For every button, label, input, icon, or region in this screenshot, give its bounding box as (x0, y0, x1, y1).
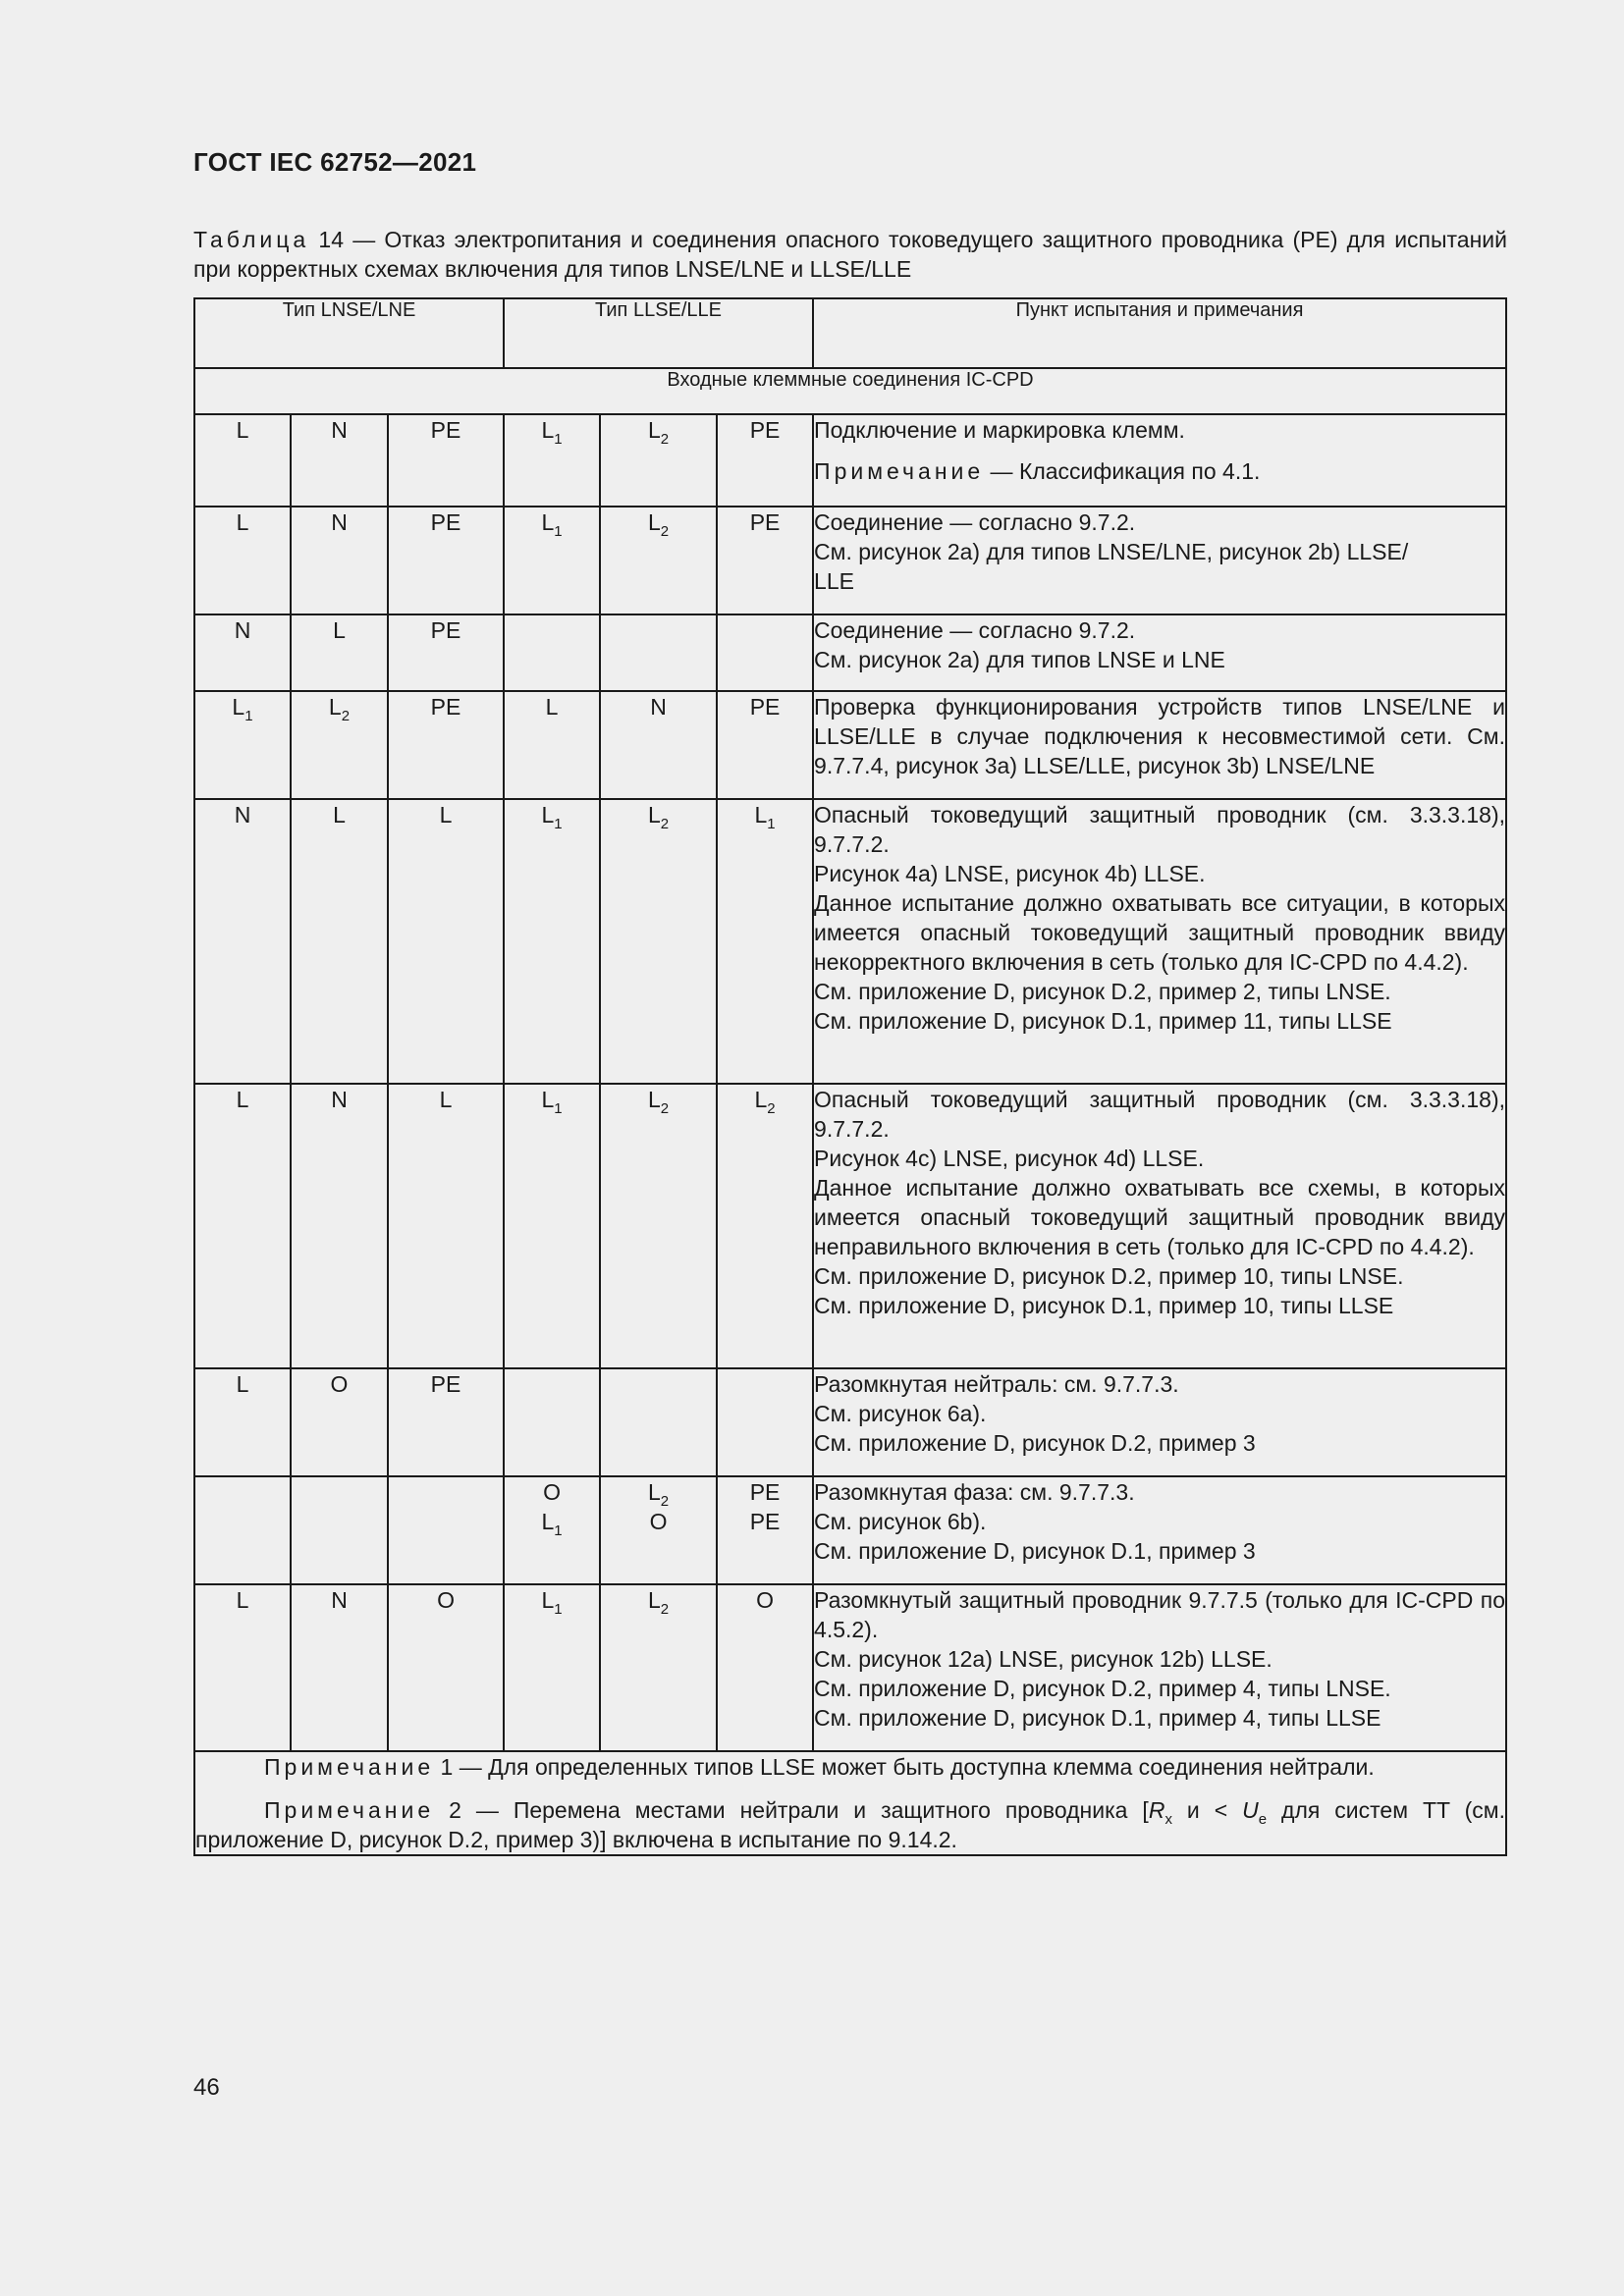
terminal-label: L (541, 1087, 555, 1112)
terminal-label: O (756, 1587, 774, 1613)
description-line: Соединение — согласно 9.7.2. (814, 509, 1136, 535)
terminal-cell (194, 799, 291, 1084)
note-2-mid: и < (1171, 1797, 1243, 1823)
terminal-label: PE (749, 509, 781, 535)
note-2-text-a: 2 — Перемена местами нейтрали и защитного проводника [ (434, 1797, 1149, 1823)
description-line: Опасный токоведущий защитный проводник (см. 3.3.3.18), 9.7.7.2. (814, 1087, 1505, 1142)
terminal-cell (388, 1476, 504, 1584)
terminal-subscript: 1 (554, 1601, 563, 1618)
caption-text: 14 — Отказ электропитания и соединения опасного токоведущего защитного проводника (PE) для испытаний при корректных схемах включения для типов LNSE/LNE и LLSE/LLE (193, 227, 1507, 282)
description-line: См. приложение D, рисунок D.1, пример 3 (814, 1538, 1256, 1564)
description-line: См. приложение D, рисунок D.1, пример 11, типы LLSE (814, 1008, 1392, 1034)
terminal-cell (600, 614, 717, 691)
terminal-cell (388, 1368, 504, 1476)
terminal-cell (600, 507, 717, 614)
terminal-cell (194, 691, 291, 799)
terminal-subscript: 2 (660, 523, 670, 540)
description-line: Рисунок 4c) LNSE, рисунок 4d) LLSE. (814, 1146, 1205, 1171)
terminal-label: PE (430, 694, 461, 720)
terminal-label: PE (430, 509, 461, 535)
terminal-cell (717, 1476, 813, 1584)
note-2-text-b: для систем TT (см. приложение D, рисунок D.2, пример 3)] включена в испытание по 9.14.2. (195, 1797, 1505, 1852)
terminal-cell (388, 1584, 504, 1751)
description-line: См. рисунок 2a) для типов LNSE и LNE (814, 647, 1225, 672)
terminal-cell (600, 799, 717, 1084)
test-description (813, 1368, 1506, 1476)
terminal-cell (504, 507, 600, 614)
description-line: См. рисунок 12a) LNSE, рисунок 12b) LLSE. (814, 1646, 1272, 1672)
terminal-cell (717, 614, 813, 691)
terminal-label: L (541, 417, 555, 443)
document-header: ГОСТ IEC 62752—2021 (193, 147, 477, 177)
terminal-label: O (330, 1371, 349, 1397)
terminal-subscript: 2 (660, 1493, 670, 1510)
terminal-cell (717, 1584, 813, 1751)
description-line: См. приложение D, рисунок D.2, пример 3 (814, 1430, 1256, 1456)
terminal-line (505, 1507, 599, 1539)
terminal-label: L (236, 509, 249, 535)
terminal-label: L (541, 802, 555, 828)
terminal-label: L (541, 509, 555, 535)
description-line: LLE (814, 568, 854, 594)
note-1-text: 1 — Для определенных типов LLSE может быть доступна клемма соединения нейтрали. (434, 1754, 1375, 1780)
terminal-label: L (541, 1509, 555, 1534)
terminal-cell (717, 1084, 813, 1368)
test-description (813, 1476, 1506, 1584)
terminal-line (718, 1477, 812, 1507)
terminal-label: L (647, 802, 661, 828)
terminal-cell (194, 614, 291, 691)
terminal-subscript: 2 (767, 1100, 776, 1117)
table-row (194, 1084, 1506, 1368)
terminal-label: L (754, 802, 768, 828)
terminal-label: L (647, 1087, 661, 1112)
terminal-label: O (543, 1479, 561, 1505)
terminal-subscript: 2 (660, 431, 670, 448)
description-line: Рисунок 4a) LNSE, рисунок 4b) LLSE. (814, 861, 1206, 886)
terminal-label: L (236, 1371, 249, 1397)
page-number: 46 (193, 2074, 220, 2101)
test-description (813, 414, 1506, 507)
terminal-cell (504, 614, 600, 691)
note-2-u-sub: e (1258, 1811, 1268, 1828)
description-line: См. приложение D, рисунок D.2, пример 2, типы LNSE. (814, 979, 1391, 1004)
header-lnse: Тип LNSE/LNE (194, 298, 504, 368)
terminal-cell (504, 1476, 600, 1584)
terminal-cell (291, 1584, 388, 1751)
terminal-subscript: 2 (341, 708, 351, 724)
terminal-label: L (647, 509, 661, 535)
terminal-subscript: 1 (767, 816, 776, 832)
terminal-cell (600, 691, 717, 799)
terminal-label: L (236, 417, 249, 443)
table-body (194, 414, 1506, 1751)
description-line: См. рисунок 6a). (814, 1401, 987, 1426)
terminal-label: N (331, 417, 348, 443)
row-note-text: — Классификация по 4.1. (984, 458, 1261, 484)
terminal-label: L (647, 1587, 661, 1613)
terminal-cell (717, 507, 813, 614)
terminal-cell (388, 614, 504, 691)
row-note (814, 456, 1505, 486)
note-1 (195, 1752, 1505, 1782)
terminal-subscript: 2 (660, 1601, 670, 1618)
terminal-label: PE (430, 1371, 461, 1397)
header-notes: Пункт испытания и примечания (813, 298, 1506, 368)
table-row (194, 507, 1506, 614)
test-description (813, 1584, 1506, 1751)
terminal-line (601, 1477, 716, 1510)
table-header-row (194, 298, 1506, 368)
terminal-subscript: 1 (244, 708, 253, 724)
description-line: Разомкнутая нейтраль: см. 9.7.7.3. (814, 1371, 1179, 1397)
terminal-subscript: 1 (554, 523, 563, 540)
terminal-cell (600, 1084, 717, 1368)
terminal-label: N (234, 802, 251, 828)
terminal-cell (194, 507, 291, 614)
description-line: См. рисунок 2a) для типов LNSE/LNE, рисунок 2b) LLSE/ (814, 539, 1409, 564)
terminal-label: N (331, 1587, 348, 1613)
terminal-cell (717, 1368, 813, 1476)
terminal-label: N (234, 617, 251, 643)
terminal-label: L (545, 694, 559, 720)
terminal-line (718, 1507, 812, 1536)
terminal-label: L (754, 1087, 768, 1112)
terminal-cell (388, 507, 504, 614)
terminal-cell (194, 414, 291, 507)
terminal-cell (194, 1084, 291, 1368)
terminal-cell (388, 799, 504, 1084)
terminal-cell (388, 691, 504, 799)
terminal-subscript: 2 (660, 1100, 670, 1117)
description-line: См. приложение D, рисунок D.1, пример 10, типы LLSE (814, 1293, 1394, 1318)
test-description (813, 799, 1506, 1084)
terminal-cell (194, 1584, 291, 1751)
table-notes-row (194, 1751, 1506, 1855)
terminal-cell (600, 414, 717, 507)
subheader: Входные клеммные соединения IC-CPD (194, 368, 1506, 414)
terminal-label: PE (749, 417, 781, 443)
note-2-r: R (1148, 1797, 1165, 1823)
terminal-cell (504, 1084, 600, 1368)
description-line: Опасный токоведущий защитный проводник (см. 3.3.3.18), 9.7.7.2. (814, 802, 1505, 857)
terminal-cell (504, 799, 600, 1084)
description-line: Проверка функционирования устройств типов LNSE/LNE и LLSE/LLE в случае подключения к несовместимой сети. См. 9.7.7.4, рисунок 3a) LLSE/LLE, рисунок 3b) LNSE/LNE (814, 694, 1505, 778)
terminal-label: L (439, 802, 453, 828)
terminal-label: L (333, 802, 346, 828)
note-2 (195, 1795, 1505, 1854)
terminal-label: PE (749, 1479, 781, 1505)
terminal-cell (388, 414, 504, 507)
table-row (194, 414, 1506, 507)
terminal-label: N (331, 1087, 348, 1112)
header-llse: Тип LLSE/LLE (504, 298, 813, 368)
table-caption (193, 225, 1507, 284)
terminal-cell (717, 414, 813, 507)
terminal-cell (388, 1084, 504, 1368)
test-description (813, 691, 1506, 799)
terminal-label: L (236, 1587, 249, 1613)
terminal-label: N (650, 694, 667, 720)
terminal-cell (504, 414, 600, 507)
table-row (194, 1368, 1506, 1476)
description-line: Разомкнутая фаза: см. 9.7.7.3. (814, 1479, 1135, 1505)
terminal-label: L (333, 617, 346, 643)
terminal-cell (504, 691, 600, 799)
note-2-u: U (1242, 1797, 1259, 1823)
terminal-label: PE (749, 1509, 781, 1534)
table-row (194, 614, 1506, 691)
terminal-cell (291, 614, 388, 691)
terminal-label: PE (430, 417, 461, 443)
terminal-subscript: 1 (554, 816, 563, 832)
terminal-line (505, 1477, 599, 1507)
terminal-cell (291, 507, 388, 614)
description-line: Данное испытание должно охватывать все ситуации, в которых имеется опасный токоведущий защитный проводник ввиду некорректного включения в сеть (только для IC-CPD по 4.4.2). (814, 890, 1505, 975)
test-description (813, 614, 1506, 691)
description-line: Подключение и маркировка клемм. (814, 417, 1185, 443)
terminal-line (601, 1507, 716, 1536)
terminal-cell (504, 1368, 600, 1476)
test-description (813, 507, 1506, 614)
table-row (194, 1584, 1506, 1751)
description-line: См. приложение D, рисунок D.1, пример 4, типы LLSE (814, 1705, 1381, 1731)
terminal-cell (717, 691, 813, 799)
table-row (194, 1476, 1506, 1584)
table-row (194, 691, 1506, 799)
terminal-cell (600, 1584, 717, 1751)
terminal-cell (291, 691, 388, 799)
terminal-cell (717, 799, 813, 1084)
test-description (813, 1084, 1506, 1368)
description-line: См. рисунок 6b). (814, 1509, 987, 1534)
description-line: Разомкнутый защитный проводник 9.7.7.5 (только для IC-CPD по 4.5.2). (814, 1587, 1505, 1642)
terminal-subscript: 1 (554, 1522, 563, 1539)
description-line: См. приложение D, рисунок D.2, пример 4, типы LNSE. (814, 1676, 1391, 1701)
terminal-cell (504, 1584, 600, 1751)
terminal-cell (600, 1368, 717, 1476)
description-line: Данное испытание должно охватывать все схемы, в которых имеется опасный токоведущий защитный проводник ввиду неправильного включения в сеть (только для IC-CPD по 4.4.2). (814, 1175, 1505, 1259)
terminal-label: PE (430, 617, 461, 643)
terminal-subscript: 1 (554, 431, 563, 448)
terminal-label: O (437, 1587, 455, 1613)
description-line: См. приложение D, рисунок D.2, пример 10, типы LNSE. (814, 1263, 1404, 1289)
terminal-label: L (236, 1087, 249, 1112)
terminal-cell (291, 1084, 388, 1368)
terminal-label: L (328, 694, 342, 720)
table-subheader-row (194, 368, 1506, 414)
terminal-subscript: 1 (554, 1100, 563, 1117)
terminal-label: N (331, 509, 348, 535)
terminal-label: L (439, 1087, 453, 1112)
table-row (194, 799, 1506, 1084)
terminal-label: L (647, 417, 661, 443)
table-notes (194, 1751, 1506, 1855)
caption-label: Таблица (193, 227, 310, 252)
terminal-label: O (649, 1509, 668, 1534)
main-table (193, 297, 1507, 1856)
row-note-label: Примечание (814, 458, 985, 484)
note-1-label: Примечание (264, 1754, 435, 1780)
terminal-label: L (232, 694, 245, 720)
terminal-cell (291, 799, 388, 1084)
note-2-label: Примечание (264, 1797, 435, 1823)
terminal-cell (600, 1476, 717, 1584)
terminal-label: L (541, 1587, 555, 1613)
terminal-label: L (647, 1479, 661, 1505)
note-2-r-sub: x (1164, 1811, 1172, 1828)
description-line: Соединение — согласно 9.7.2. (814, 617, 1136, 643)
terminal-label: PE (749, 694, 781, 720)
terminal-subscript: 2 (660, 816, 670, 832)
terminal-cell (194, 1368, 291, 1476)
terminal-cell (291, 1368, 388, 1476)
terminal-cell (291, 1476, 388, 1584)
terminal-cell (194, 1476, 291, 1584)
terminal-cell (291, 414, 388, 507)
